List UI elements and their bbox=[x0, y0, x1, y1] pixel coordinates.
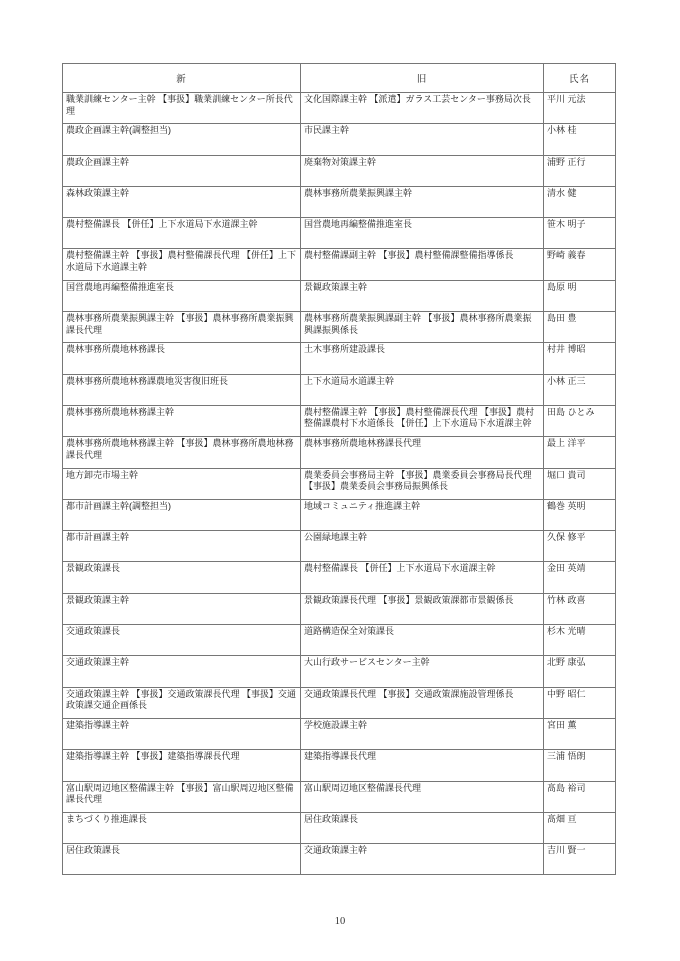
cell-name: 吉川 賢一 bbox=[544, 844, 616, 875]
cell-new: 農林事務所農地林務課農地災害復旧班長 bbox=[63, 374, 301, 405]
cell-name: 島原 明 bbox=[544, 280, 616, 311]
cell-new: 都市計画課主幹(調整担当) bbox=[63, 499, 301, 530]
cell-old: 交通政策課主幹 bbox=[301, 844, 544, 875]
cell-old: 交通政策課長代理 【事扱】交通政策課施設管理係長 bbox=[301, 687, 544, 718]
column-header-new: 新 bbox=[63, 64, 301, 93]
cell-old: 国営農地再編整備推進室長 bbox=[301, 218, 544, 249]
cell-old: 居住政策課長 bbox=[301, 812, 544, 843]
table-header bbox=[63, 64, 616, 93]
cell-new: 交通政策課長 bbox=[63, 625, 301, 656]
table-row bbox=[63, 155, 616, 186]
cell-new: 農林事務所農地林務課主幹 【事扱】農林事務所農地林務課長代理 bbox=[63, 437, 301, 468]
cell-old: 景観政策課長代理 【事扱】景観政策課都市景観係長 bbox=[301, 593, 544, 624]
cell-old: 大山行政サービスセンター主幹 bbox=[301, 656, 544, 687]
table-row bbox=[63, 750, 616, 781]
cell-new: 交通政策課主幹 【事扱】交通政策課長代理 【事扱】交通政策課交通企画係長 bbox=[63, 687, 301, 718]
cell-new: 職業訓練センター主幹 【事扱】職業訓練センター所長代理 bbox=[63, 93, 301, 124]
cell-old: 市民課主幹 bbox=[301, 124, 544, 155]
cell-old: 文化国際課主幹 【派遣】ガラス工芸センター事務局次長 bbox=[301, 93, 544, 124]
cell-new: 農林事務所農地林務課長 bbox=[63, 343, 301, 374]
cell-name: 宮田 薫 bbox=[544, 718, 616, 749]
table-row bbox=[63, 124, 616, 155]
cell-name: 小林 桂 bbox=[544, 124, 616, 155]
cell-old: 土木事務所建設課長 bbox=[301, 343, 544, 374]
cell-name: 三浦 悟朗 bbox=[544, 750, 616, 781]
table-row bbox=[63, 812, 616, 843]
cell-name: 髙島 裕司 bbox=[544, 781, 616, 812]
cell-old: 公園緑地課主幹 bbox=[301, 531, 544, 562]
cell-new: 居住政策課長 bbox=[63, 844, 301, 875]
cell-new: 富山駅周辺地区整備課主幹 【事扱】富山駅周辺地区整備課長代理 bbox=[63, 781, 301, 812]
cell-name: 笹木 明子 bbox=[544, 218, 616, 249]
table-row bbox=[63, 218, 616, 249]
cell-old: 農林事務所農業振興課主幹 bbox=[301, 186, 544, 217]
table-row bbox=[63, 844, 616, 875]
cell-name: 平川 元法 bbox=[544, 93, 616, 124]
table-row bbox=[63, 718, 616, 749]
cell-new: 農政企画課主幹(調整担当) bbox=[63, 124, 301, 155]
cell-new: 都市計画課主幹 bbox=[63, 531, 301, 562]
cell-old: 農村整備課副主幹 【事扱】農村整備課整備指導係長 bbox=[301, 249, 544, 280]
cell-name: 最上 洋平 bbox=[544, 437, 616, 468]
table-row bbox=[63, 499, 616, 530]
cell-name: 髙畑 亘 bbox=[544, 812, 616, 843]
cell-name: 浦野 正行 bbox=[544, 155, 616, 186]
table-row bbox=[63, 374, 616, 405]
table-row bbox=[63, 343, 616, 374]
cell-name: 鶴巻 英明 bbox=[544, 499, 616, 530]
cell-old: 農林事務所農地林務課長代理 bbox=[301, 437, 544, 468]
cell-new: 交通政策課主幹 bbox=[63, 656, 301, 687]
column-header-old: 旧 bbox=[301, 64, 544, 93]
cell-old: 農村整備課主幹 【事扱】農村整備課長代理 【事扱】農村整備課農村下水道係長 【併任】上下水道局下水道課主幹 bbox=[301, 405, 544, 436]
table-row bbox=[63, 280, 616, 311]
cell-name: 中野 昭仁 bbox=[544, 687, 616, 718]
cell-new: 農政企画課主幹 bbox=[63, 155, 301, 186]
table-row bbox=[63, 249, 616, 280]
table-row bbox=[63, 562, 616, 593]
cell-new: 森林政策課主幹 bbox=[63, 186, 301, 217]
cell-new: まちづくり推進課長 bbox=[63, 812, 301, 843]
cell-old: 農林事務所農業振興課副主幹 【事扱】農林事務所農業振興課振興係長 bbox=[301, 312, 544, 343]
table-row bbox=[63, 531, 616, 562]
header-row bbox=[63, 64, 616, 93]
cell-new: 地方卸売市場主幹 bbox=[63, 468, 301, 499]
table-row bbox=[63, 437, 616, 468]
table-row bbox=[63, 93, 616, 124]
table-row bbox=[63, 405, 616, 436]
cell-name: 竹林 政喜 bbox=[544, 593, 616, 624]
table-row bbox=[63, 468, 616, 499]
table-body bbox=[63, 93, 616, 875]
cell-name: 清水 健 bbox=[544, 186, 616, 217]
cell-new: 農村整備課主幹 【事扱】農村整備課長代理 【併任】上下水道局下水道課主幹 bbox=[63, 249, 301, 280]
cell-name: 堀口 貴司 bbox=[544, 468, 616, 499]
table-row bbox=[63, 781, 616, 812]
cell-old: 上下水道局水道課主幹 bbox=[301, 374, 544, 405]
cell-name: 小林 正三 bbox=[544, 374, 616, 405]
cell-new: 農村整備課長 【併任】上下水道局下水道課主幹 bbox=[63, 218, 301, 249]
column-header-name: 氏名 bbox=[544, 64, 616, 93]
cell-new: 農林事務所農業振興課主幹 【事扱】農林事務所農業振興課長代理 bbox=[63, 312, 301, 343]
cell-name: 田島 ひとみ bbox=[544, 405, 616, 436]
cell-old: 建築指導課長代理 bbox=[301, 750, 544, 781]
cell-new: 建築指導課主幹 bbox=[63, 718, 301, 749]
cell-old: 廃棄物対策課主幹 bbox=[301, 155, 544, 186]
cell-old: 富山駅周辺地区整備課長代理 bbox=[301, 781, 544, 812]
table-row bbox=[63, 312, 616, 343]
cell-name: 野崎 義春 bbox=[544, 249, 616, 280]
cell-old: 道路構造保全対策課長 bbox=[301, 625, 544, 656]
cell-name: 北野 康弘 bbox=[544, 656, 616, 687]
cell-name: 久保 修平 bbox=[544, 531, 616, 562]
cell-old: 農村整備課長 【併任】上下水道局下水道課主幹 bbox=[301, 562, 544, 593]
cell-new: 農林事務所農地林務課主幹 bbox=[63, 405, 301, 436]
cell-name: 島田 豊 bbox=[544, 312, 616, 343]
cell-name: 金田 英靖 bbox=[544, 562, 616, 593]
table-row bbox=[63, 186, 616, 217]
cell-old: 景観政策課主幹 bbox=[301, 280, 544, 311]
cell-old: 地域コミュニティ推進課主幹 bbox=[301, 499, 544, 530]
cell-name: 村井 博昭 bbox=[544, 343, 616, 374]
cell-name: 杉木 光晴 bbox=[544, 625, 616, 656]
table-row bbox=[63, 625, 616, 656]
cell-old: 学校施設課主幹 bbox=[301, 718, 544, 749]
cell-new: 景観政策課主幹 bbox=[63, 593, 301, 624]
table-row bbox=[63, 687, 616, 718]
table-row bbox=[63, 593, 616, 624]
cell-new: 建築指導課主幹 【事扱】建築指導課長代理 bbox=[63, 750, 301, 781]
cell-old: 農業委員会事務局主幹 【事扱】農業委員会事務局長代理 【事扱】農業委員会事務局振興係長 bbox=[301, 468, 544, 499]
cell-new: 国営農地再編整備推進室長 bbox=[63, 280, 301, 311]
cell-new: 景観政策課長 bbox=[63, 562, 301, 593]
page-number: 10 bbox=[334, 916, 346, 927]
table-row bbox=[63, 656, 616, 687]
personnel-table bbox=[62, 63, 616, 875]
